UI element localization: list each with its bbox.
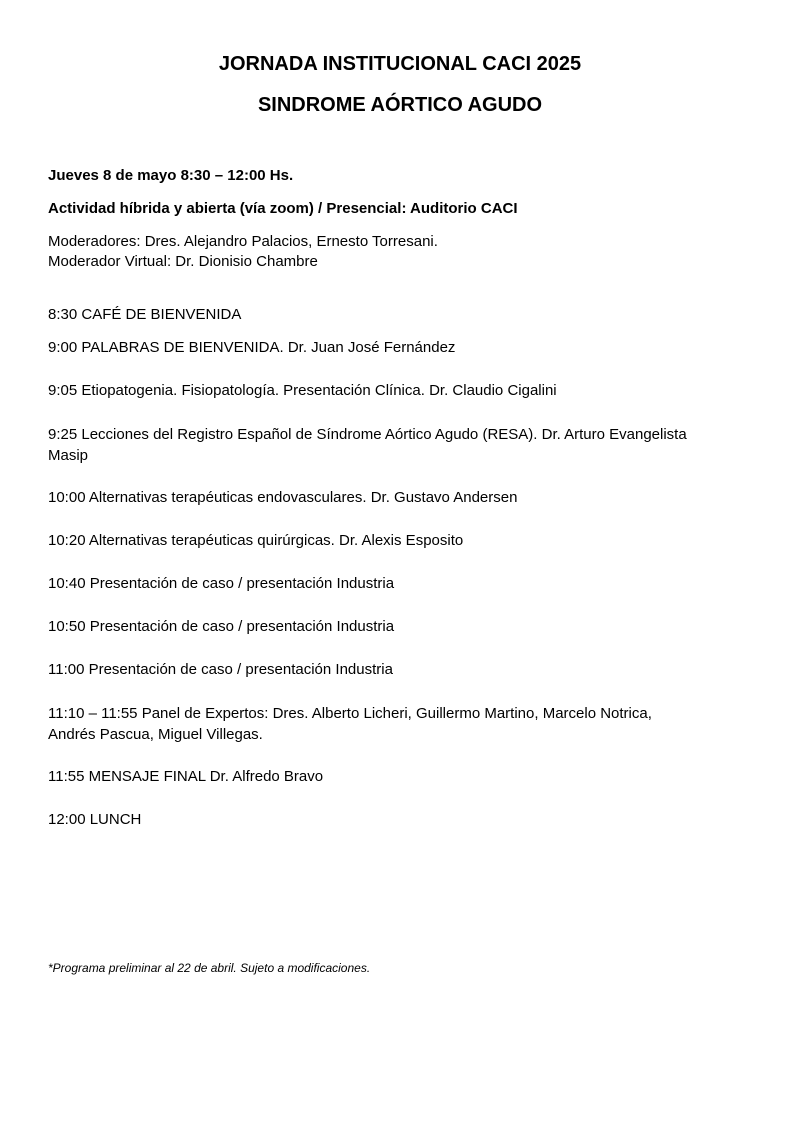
program-item: 11:55 MENSAJE FINAL Dr. Alfredo Bravo — [48, 768, 324, 785]
program-item: 10:50 Presentación de caso / presentación Industria — [48, 618, 395, 635]
footnote: *Programa preliminar al 22 de abril. Sujeto a modificaciones. — [48, 961, 371, 975]
program-item-continuation: Andrés Pascua, Miguel Villegas. — [48, 726, 263, 743]
program-item: 11:00 Presentación de caso / presentación Industria — [48, 661, 393, 678]
program-item: 8:30 CAFÉ DE BIENVENIDA — [48, 306, 242, 323]
program-item: 9:00 PALABRAS DE BIENVENIDA. Dr. Juan José Fernández — [48, 339, 456, 356]
page-subtitle: SINDROME AÓRTICO AGUDO — [257, 94, 543, 116]
event-modality: Actividad híbrida y abierta (vía zoom) / Presencial: Auditorio CACI — [48, 200, 518, 217]
page-title: JORNADA INSTITUCIONAL CACI 2025 — [218, 53, 582, 75]
program-item-continuation: Masip — [48, 447, 89, 464]
program-item: 10:20 Alternativas terapéuticas quirúrgicas. Dr. Alexis Esposito — [48, 532, 464, 549]
program-item: 12:00 LUNCH — [48, 811, 142, 828]
event-date-time: Jueves 8 de mayo 8:30 – 12:00 Hs. — [48, 167, 294, 184]
program-item: 9:25 Lecciones del Registro Español de Síndrome Aórtico Agudo (RESA). Dr. Arturo Evangelista — [48, 426, 687, 443]
program-item: 10:40 Presentación de caso / presentación Industria — [48, 575, 395, 592]
program-item: 9:05 Etiopatogenia. Fisiopatología. Presentación Clínica. Dr. Claudio Cigalini — [48, 382, 557, 399]
virtual-moderator: Moderador Virtual: Dr. Dionisio Chambre — [48, 253, 318, 270]
moderators: Moderadores: Dres. Alejandro Palacios, Ernesto Torresani. — [48, 233, 438, 250]
program-item: 11:10 – 11:55 Panel de Expertos: Dres. Alberto Licheri, Guillermo Martino, Marcelo Notrica, — [48, 705, 652, 722]
program-item: 10:00 Alternativas terapéuticas endovasculares. Dr. Gustavo Andersen — [48, 489, 518, 506]
